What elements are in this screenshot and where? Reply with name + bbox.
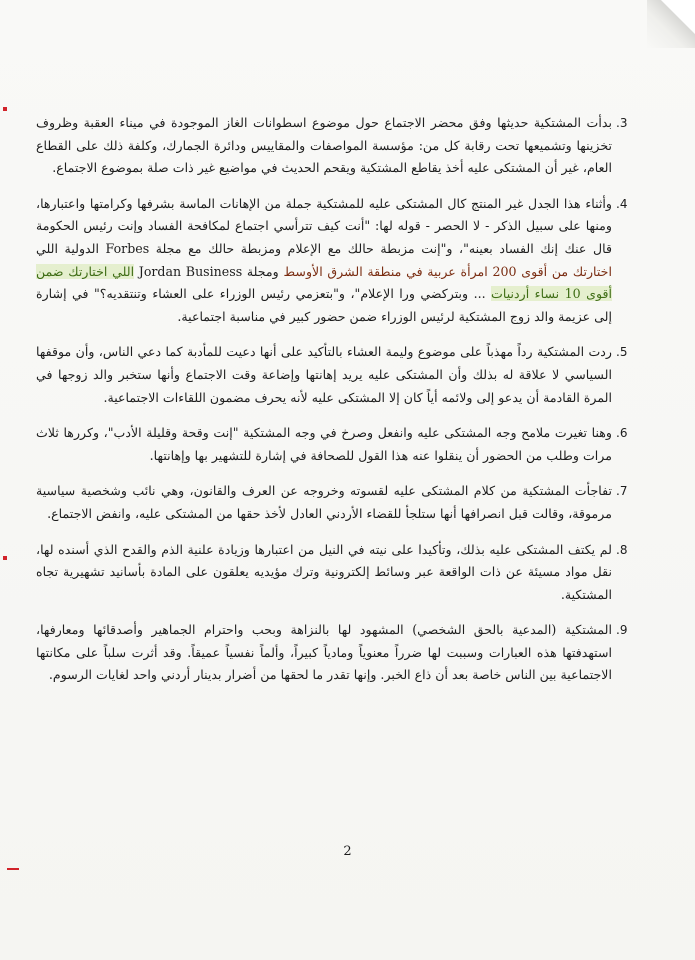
numbered-paragraph [36, 112, 636, 180]
paragraph-number: 7. [616, 484, 628, 499]
document-body [36, 112, 636, 700]
paragraph-text [36, 480, 612, 525]
numbered-paragraph [36, 193, 636, 329]
paragraph-number: 9. [616, 623, 628, 638]
text-run: وأثناء هذا الجدل غير المنتج كال المشتكى عليه للمشتكية جملة من الإهانات الماسة بشرفها وكرامتها واعتبارها، ومنها على سبيل الذكر - لا الحصر - قوله لها: "أنت كيف تترأسي اجتماع لمكافحة الفساد وإنت رئيس الحكومة قال عنك إنك الفساد بعينه"، و"إنت مزبطة حالك مع الإعلام ومزبطة حالك مع مجلة Forbes الدولية اللي [36, 195, 612, 256]
numbered-paragraph [36, 341, 636, 409]
paragraph-number: 6. [616, 426, 628, 441]
margin-mark [3, 107, 7, 111]
numbered-paragraph [36, 480, 636, 525]
margin-mark [7, 868, 19, 870]
paragraph-number: 3. [616, 116, 628, 130]
paragraph-number: 4. [616, 196, 628, 211]
paragraph-text [36, 619, 612, 687]
highlighted-text-run: اللي اختارتك ضمن أقوى 10 نساء أردنيات [36, 263, 613, 302]
margin-mark [3, 556, 7, 560]
highlighted-text-run: اختارتك من أقوى 200 امرأة عربية في منطقة الشرق الأوسط [283, 263, 612, 279]
paragraph-number: 8. [616, 542, 628, 557]
page-number: 2 [343, 844, 352, 859]
paragraph-text [36, 539, 612, 607]
text-run: ... وبتركضي ورا الإعلام"، و"بتعزمي رئيس الوزراء على العشاء وتنتقديه؟" في إشارة إلى عزيمة والد زوج المشتكية لرئيس الوزراء ضمن حضور كبير في مناسبة اجتماعية. [36, 286, 612, 324]
text-run: المشتكية (المدعية بالحق الشخصي) المشهود لها بالنزاهة وبحب واحترام الجماهير وأصدقائها ومعارفها، استهدفتها هذه العبارات وسببت لها ضرراً معنوياً ومادياً كبيراً، وألماً نفسياً عميقاً. وقد أثرت سلباً على مكانتها الاجتماعية بين الناس خاصة بعد أن ذاع الخبر. وإنها تقدر ما لحقها من أضرار بدينار أردني واحد لغايات الرسوم. [36, 622, 612, 683]
numbered-paragraph [36, 539, 636, 607]
text-run: لم يكتف المشتكى عليه بذلك، وتأكيدا على نيته في النيل من اعتبارها وزيادة علنية الذم والقدح الذي أسنده لها، نقل مواد مسيئة عن ذات الواقعة عبر وسائط إلكترونية وترك مؤيديه يعلقون على المادة بأسانيد تشهيرية تجاه المشتكية. [36, 541, 612, 602]
text-run: ومجلة Jordan Business [134, 263, 284, 279]
numbered-paragraph [36, 422, 636, 467]
text-run: تفاجأت المشتكية من كلام المشتكى عليه لقسوته وخروجه عن العرف والقانون، وهي نائب وشخصية سياسية مرموقة، وقالت قبل انصرافها أنها ستلجأ للقضاء الأردني العادل لأخذ حقها من المشتكى عليه، وانفض الاجتماع. [36, 483, 612, 521]
paragraph-text [36, 422, 612, 467]
paragraph-text [36, 112, 612, 180]
numbered-paragraph [36, 619, 636, 687]
text-run: ردت المشتكية رداً مهذباً على موضوع وليمة العشاء بالتأكيد على أنها دعيت للمأدبة كما دعي الناس، وأن موقفها السياسي لا علاقة له بذلك وأن المشتكى عليه يريد إهانتها وإضاعة وقت الاجتماع وأنها ستخبر والد زوجها في المرة القادمة أن يدعو إلى ولائمه أياً كان إلا المشتكى عليه لأنه يحرف مضمون اللقاءات الاجتماعية. [36, 344, 612, 405]
text-run: وهنا تغيرت ملامح وجه المشتكى عليه وانفعل وصرخ في وجه المشتكية "إنت وقحة وقليلة الأدب"، وكررها ثلاث مرات وطلب من الحضور أن ينقلوا عنه هذا القول للصحافة في إشارة للتشهير بها وإهانتها. [36, 425, 612, 463]
paragraph-text [36, 193, 612, 329]
text-run: بدأت المشتكية حديثها وفق محضر الاجتماع حول موضوع اسطوانات الغاز الموجودة في ميناء العقبة وظروف تخزينها وتشميعها تحت رقابة كل من: مؤسسة المواصفات والمقاييس ودائرة الجمارك، وكلفة ذلك على القطاع العام، غير أن المشتكى عليه أخذ يقاطع المشتكية ويقحم الحديث في مواضيع غير ذات صلة بموضوع الاجتماع. [36, 115, 612, 176]
paragraph-text [36, 341, 612, 409]
paragraph-number: 5. [616, 345, 628, 360]
page-corner-fold [647, 0, 695, 48]
